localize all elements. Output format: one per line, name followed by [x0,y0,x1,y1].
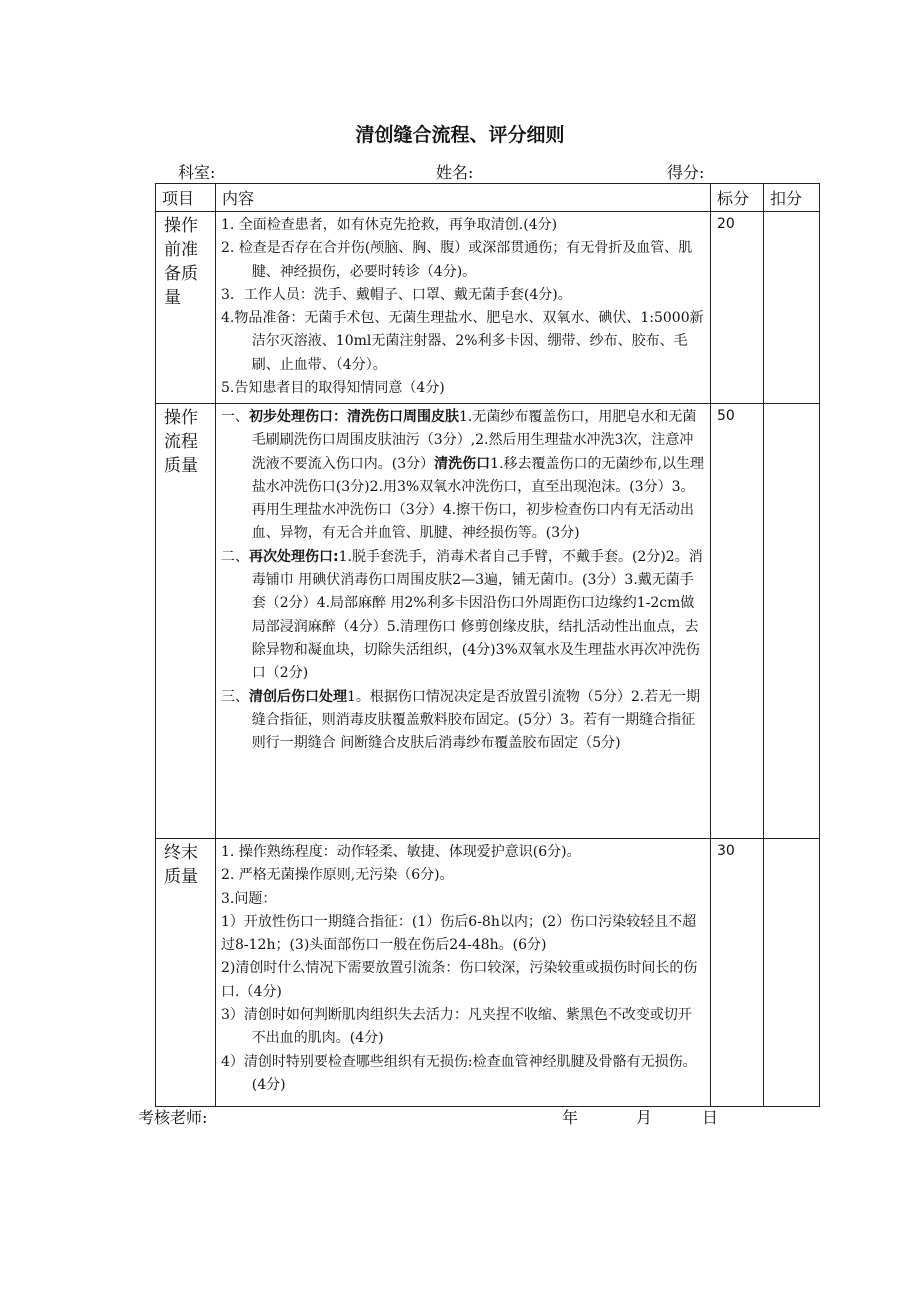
teacher-label: 考核老师: [138,1108,208,1127]
header-score: 标分 [711,184,764,212]
page-title: 清创缝合流程、评分细则 [355,124,565,146]
deduct-cell[interactable] [764,404,820,839]
category-cell: 终末质量 [156,839,216,1107]
section-heading-2: 清洗伤口 [434,455,491,472]
section-text: 1.脱手套洗手，消毒术者自己手臂，不戴手套。(2分)2。消毒铺巾 用碘伏消毒伤口周围皮肤2—3遍，铺无菌巾。(3分）3.戴无菌手套（2分）4.局部麻醉 用2%利多卡因沿伤口外周距伤口边缘约1-2cm做局部浸润麻醉（4分）5.清理伤口 修剪创缘皮肤，结扎活动性出血点，去除异物和凝血块，切除失活组织，(4分)3%双氧水及生理盐水再次冲洗伤口（2分) [251,548,703,682]
section-3 [221,686,705,756]
section-2 [221,546,705,686]
table-row [156,839,820,1107]
content-line: 4.物品准备：无菌手术包、无菌生理盐水、肥皂水、双氧水、碘伏、1:5000新洁尔灭溶液、10ml无菌注射器、2%利多卡因、绷带、纱布、胶布、毛刷、止血带、（4分）。 [221,310,704,373]
deduct-cell[interactable] [764,212,820,404]
section-text: 1。根据伤口情况决定是否放置引流物（5分）2.若无一期缝合指征，则消毒皮肤覆盖敷料胶布固定。(5分）3。若有一期缝合指征则行一期缝合 间断缝合皮肤后消毒纱布覆盖胶布固定（5分) [251,688,701,752]
section-heading: 再次处理伤口: [249,548,339,565]
section-prefix: 三、 [221,688,249,705]
content-line: 2. 检查是否存在合并伤(颅脑、胸、腹）或深部贯通伤；有无骨折及血管、肌腱、神经损伤，必要时转诊（4分)。 [221,240,693,280]
score-cell: 50 [711,404,764,839]
content-line: 5.告知患者目的取得知情同意（4分) [221,380,445,397]
name-label: 姓名: [436,163,474,182]
table-row [156,404,820,839]
section-text: 1.无菌纱布覆盖伤口，用肥皂水和无菌毛刷刷洗伤口周围皮肤油污（3分）,2.然后用生理盐水冲洗3次，注意冲洗液不要流入伤口内。(3分） [251,409,697,472]
content-line: 1）开放性伤口一期缝合指征：(1）伤后6-8h以内；(2）伤口污染较轻且不超过8-12h；(3)头面部伤口一般在伤后24-48h。(6分) [221,913,697,954]
section-prefix: 二、 [221,548,249,565]
section-prefix: 一、 [221,409,249,425]
header-content: 内容 [216,184,711,212]
deduct-cell[interactable] [764,839,820,1107]
header-item: 项目 [156,184,216,212]
content-cell [216,839,711,1107]
content-line: 2. 严格无菌操作原则,无污染（6分)。 [221,867,454,884]
content-line: 3）清创时如何判断肌肉组织失去活力：凡夹捏不收缩、紫黑色不改变或切开不出血的肌肉。(4分) [221,1007,692,1047]
month-label: 月 [636,1108,653,1127]
dept-label: 科室: [178,163,216,182]
table-row [156,212,820,404]
content-line: 3．工作人员：洗手、戴帽子、口罩、戴无菌手套(4分)。 [221,286,572,303]
section-heading: 清创后伤口处理 [249,688,347,705]
table-header-row [156,184,820,212]
category-cell: 操作前准备质量 [156,212,216,404]
section-heading: 初步处理伤口：清洗伤口周围皮肤 [249,409,459,425]
content-cell [216,404,711,839]
score-label: 得分: [667,163,705,182]
score-cell: 20 [711,212,764,404]
score-cell: 30 [711,839,764,1107]
content-line: 4）清创时特别要检查哪些组织有无损伤:检查血管神经肌腱及骨骼有无损伤。(4分) [221,1053,697,1093]
section-text-2: 1.移去覆盖伤口的无菌纱布,以生理盐水冲洗伤口(3分)2.用3%双氧水冲洗伤口，直至出现泡沫。(3分）3。再用生理盐水冲洗伤口（3分）4.擦干伤口，初步检查伤口内有无活动出血、异物，有无合并血管、肌腱、神经损伤等。(3分) [251,455,704,542]
content-line: 1. 操作熟练程度：动作轻柔、敏捷、体现爱护意识(6分)。 [221,844,581,860]
content-line: 2)清创时什么情况下需要放置引流条：伤口较深，污染较重或损伤时间长的伤口.（4分) [221,960,698,1000]
category-cell: 操作流程质量 [156,404,216,839]
section-1 [221,406,705,546]
content-line: 1. 全面检查患者，如有休克先抢救，再争取清创.(4分) [221,217,558,233]
scoring-table [155,183,820,1107]
day-label: 日 [702,1108,719,1127]
content-line: 3.问题： [221,890,277,907]
header-deduct: 扣分 [764,184,820,212]
content-cell [216,212,711,404]
year-label: 年 [562,1108,579,1127]
